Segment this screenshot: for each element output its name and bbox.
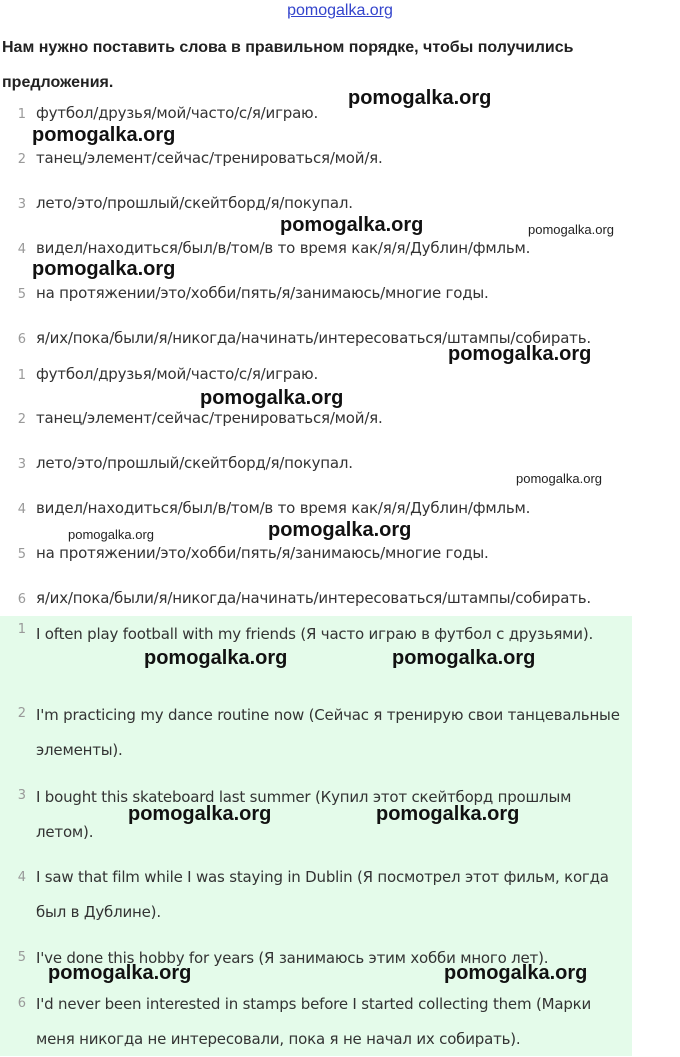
item-number: 4 [17,870,26,885]
task-instruction: Нам нужно поставить слова в правильном порядке, чтобы получились предложения. [2,39,574,91]
item-number: 3 [17,457,26,472]
item-text: футбол/друзья/мой/часто/с/я/играю. [36,104,319,122]
answer-text: I bought this skateboard last summer (Купил этот скейтборд прошлым летом). [36,788,572,841]
item-text: танец/элемент/сейчас/тренироваться/мой/я. [36,409,383,427]
item-number: 6 [17,996,26,1011]
item-number: 5 [17,547,26,562]
item-text: на протяжении/это/хобби/пять/я/занимаюсь/многие годы. [36,544,489,562]
list-item [0,543,680,567]
item-number: 5 [17,950,26,965]
item-number: 4 [17,502,26,517]
list-item [0,283,680,307]
watermark: pomogalka.org [444,962,588,984]
watermark: pomogalka.org [32,124,176,146]
answers-panel [0,616,632,1056]
watermark: pomogalka.org [280,214,424,236]
item-text: на протяжении/это/хобби/пять/я/занимаюсь/многие годы. [36,284,489,302]
item-number: 2 [17,412,26,427]
item-number: 2 [17,706,26,721]
answer-text: I'm practicing my dance routine now (Сейчас я тренирую свои танцевальные элементы). [36,706,620,759]
list-item [0,148,680,172]
item-text: лето/это/прошлый/скейтборд/я/покупал. [36,194,353,212]
answer-text: I've done this hobby for years (Я занимаюсь этим хобби много лет). [36,949,549,967]
item-text: я/их/пока/были/я/никогда/начинать/интересоваться/штампы/собирать. [36,589,591,607]
item-text: танец/элемент/сейчас/тренироваться/мой/я. [36,149,383,167]
item-number: 5 [17,287,26,302]
item-text: видел/находиться/был/в/том/в то время как/я/я/Дублин/фмльм. [36,239,531,257]
item-number: 1 [17,368,26,383]
answer-text: I often play football with my friends (Я часто играю в футбол с друзьями). [36,625,594,643]
watermark: pomogalka.org [144,647,288,669]
watermark: pomogalka.org [268,519,412,541]
item-number: 1 [17,622,26,637]
list-item [0,408,680,432]
watermark: pomogalka.org [348,87,492,109]
item-number: 1 [17,107,26,122]
watermark: pomogalka.org [200,387,344,409]
watermark: pomogalka.org [48,962,192,984]
watermark: pomogalka.org [376,803,520,825]
item-text: видел/находиться/был/в/том/в то время как/я/я/Дублин/фмльм. [36,499,531,517]
item-number: 2 [17,152,26,167]
item-number: 4 [17,242,26,257]
site-header-link[interactable]: pomogalka.org [287,2,393,19]
watermark: pomogalka.org [448,343,592,365]
item-number: 6 [17,332,26,347]
list-item [0,364,680,388]
item-text: лето/это/прошлый/скейтборд/я/покупал. [36,454,353,472]
watermark: pomogalka.org [128,803,272,825]
answer-text: I saw that film while I was staying in Dublin (Я посмотрел этот фильм, когда был в Дублине). [36,868,609,921]
item-number: 3 [17,197,26,212]
item-text: я/их/пока/были/я/никогда/начинать/интересоваться/штампы/собирать. [36,329,591,347]
watermark: pomogalka.org [32,258,176,280]
item-number: 3 [17,788,26,803]
watermark: pomogalka.org [528,222,614,237]
watermark: pomogalka.org [516,471,602,486]
watermark: pomogalka.org [392,647,536,669]
watermark: pomogalka.org [68,527,154,542]
item-number: 6 [17,592,26,607]
item-text: футбол/друзья/мой/часто/с/я/играю. [36,365,319,383]
list-item [0,588,680,612]
answer-text: I'd never been interested in stamps before I started collecting them (Марки меня никогда не интересовали, пока я не начал их собирать). [36,995,592,1048]
